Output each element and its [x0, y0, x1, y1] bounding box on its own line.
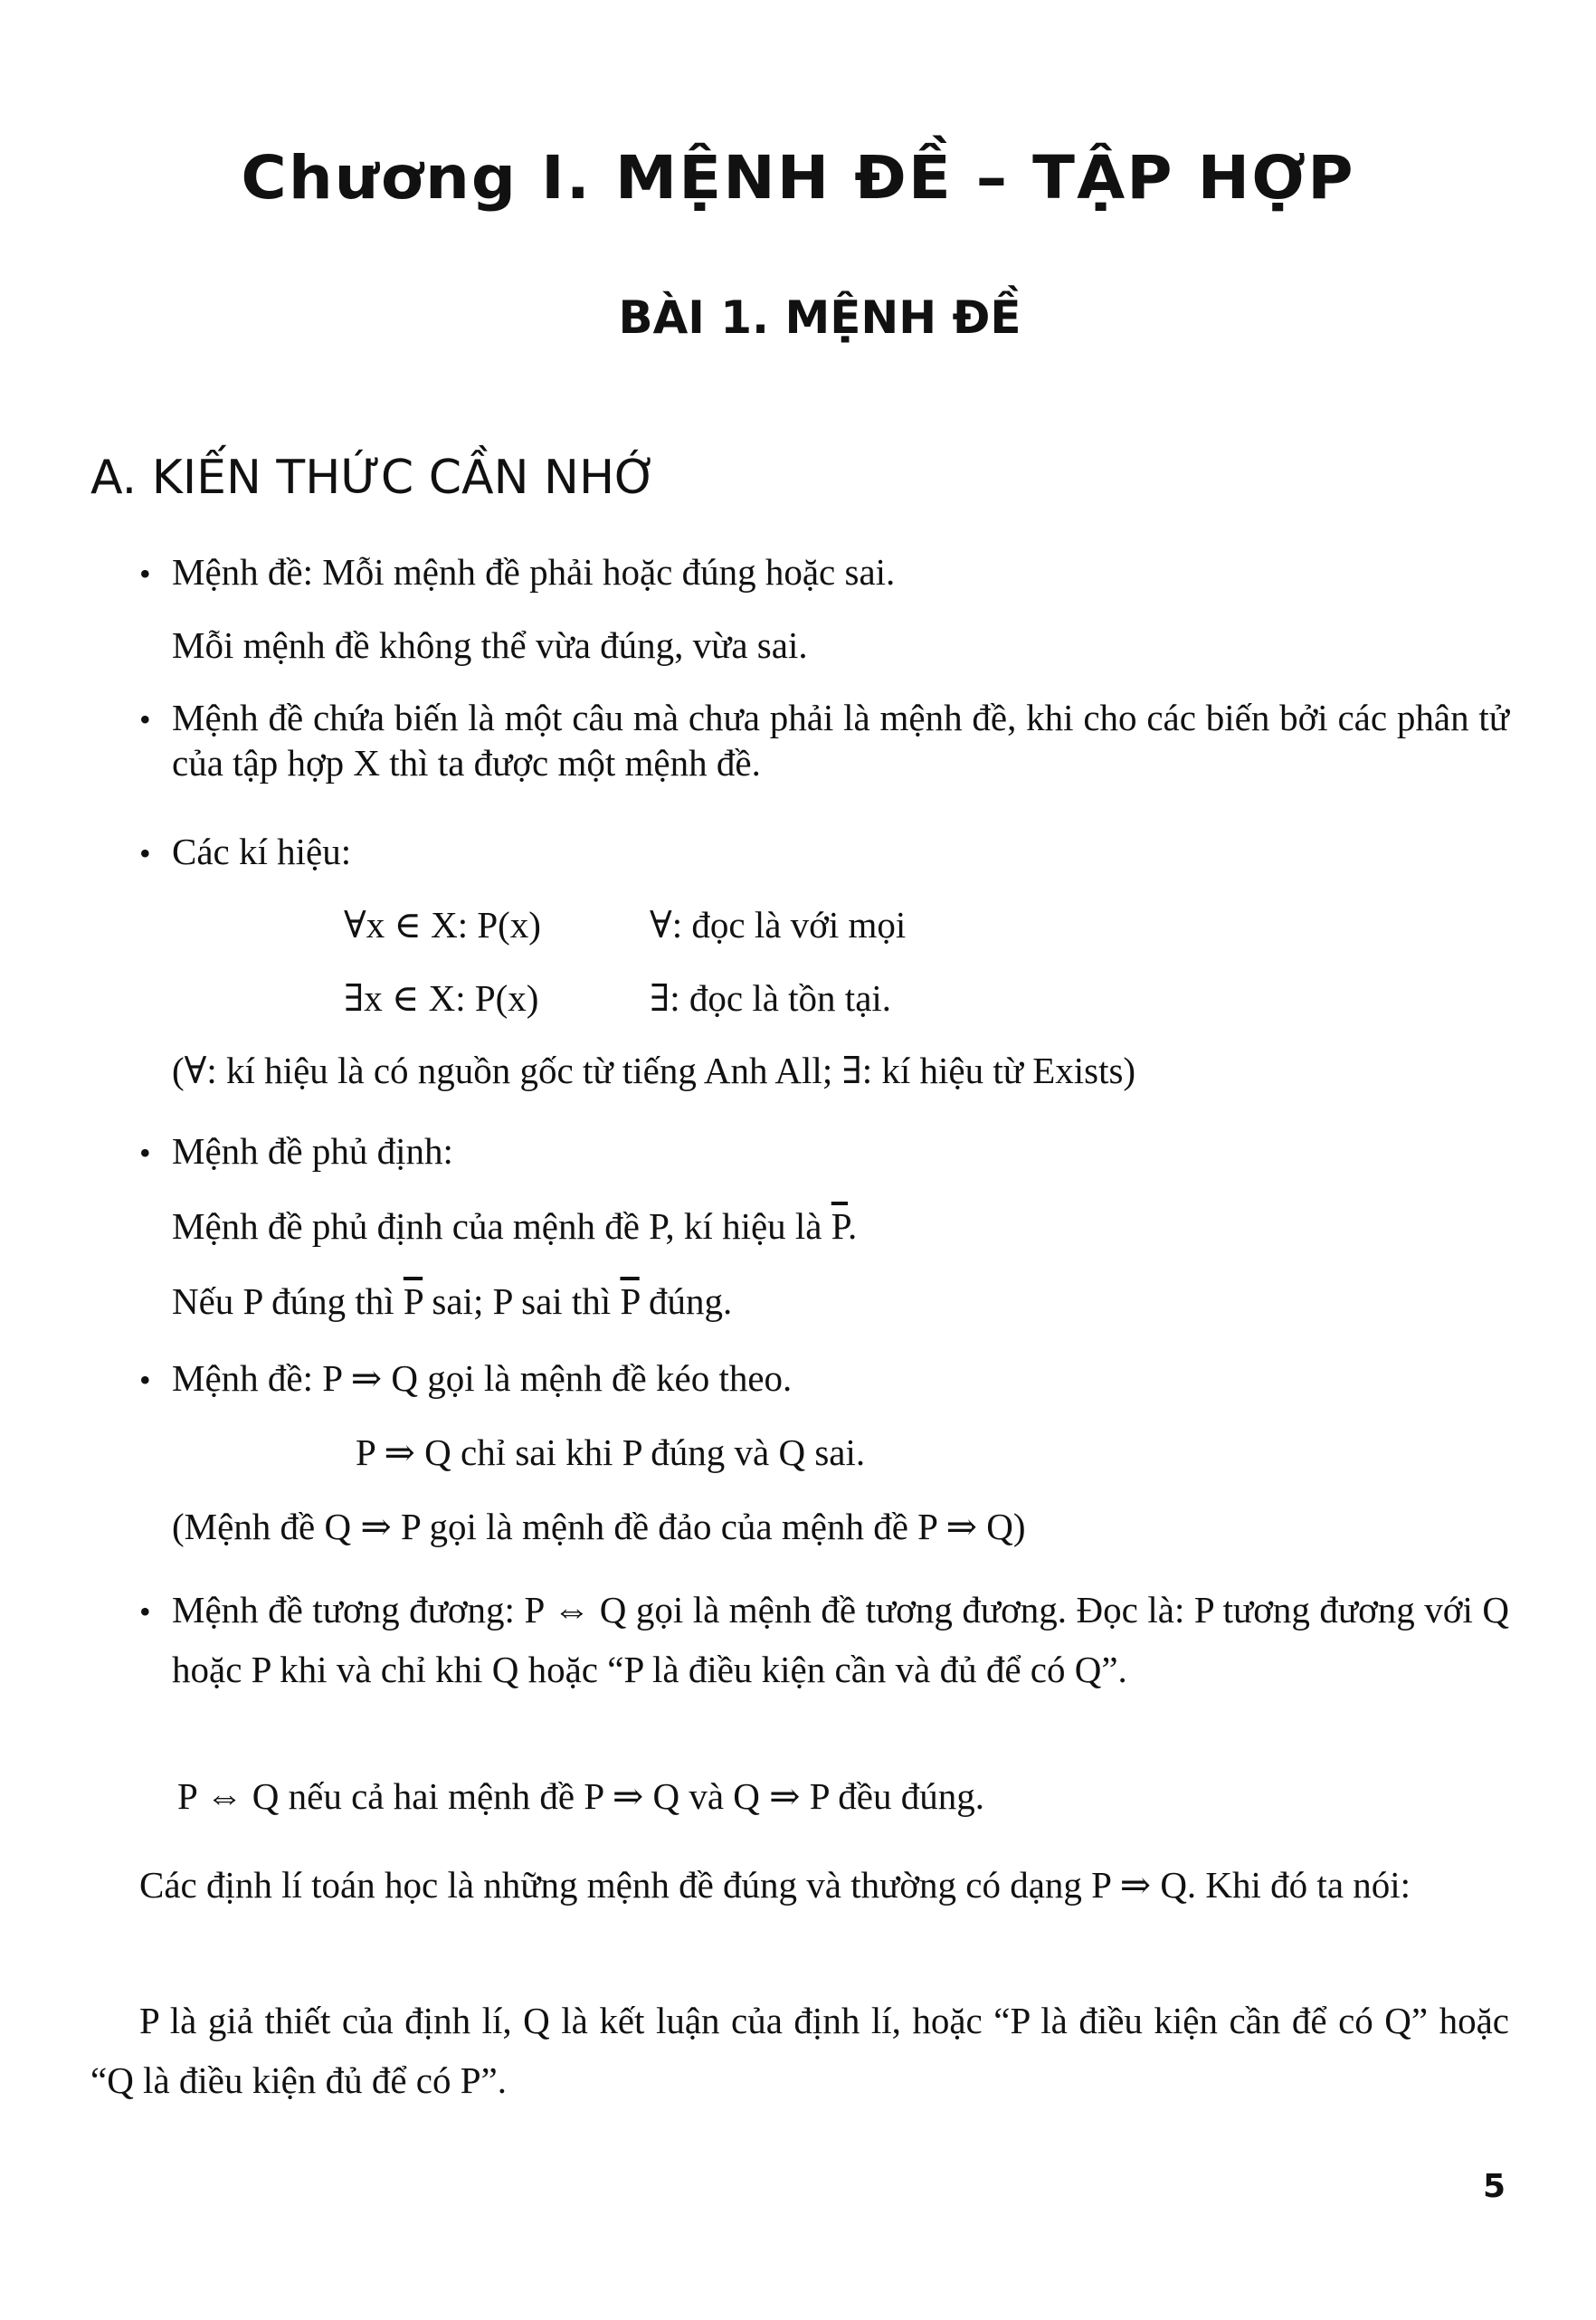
p-bar-symbol: $\overline{P}$	[620, 1280, 640, 1322]
negation-rule	[172, 1279, 732, 1324]
bullet-open-proposition: • Mệnh đề chứa biến là một câu mà chưa phải là mệnh đề, khi cho các biến bởi các phân tử của tập hợp X thì ta được một mệnh đề.	[172, 695, 1509, 785]
negation-definition	[172, 1203, 857, 1249]
symbol-forall-desc: ∀: đọc là với mọi	[650, 904, 907, 946]
bullet-implication: • Mệnh đề: P ⇒ Q gọi là mệnh đề kéo theo.	[172, 1355, 792, 1401]
symbol-exists-desc: ∃: đọc là tồn tại.	[650, 977, 892, 1019]
negation-rule-a: Nếu P đúng thì	[172, 1280, 404, 1322]
chapter-title: Chương I. MỆNH ĐỀ – TẬP HỢP	[241, 143, 1355, 213]
symbol-forall-expr: ∀x ∈ X: P(x)	[344, 904, 541, 946]
symbol-exists-expr: ∃x ∈ X: P(x)	[344, 977, 539, 1019]
negation-definition-text: Mệnh đề phủ định của mệnh đề P, kí hiệu là	[172, 1205, 831, 1247]
p-bar-symbol: $\overline{P}$	[831, 1205, 849, 1247]
implication-converse: (Mệnh đề Q ⇒ P gọi là mệnh đề đảo của mệnh đề P ⇒ Q)	[172, 1506, 1026, 1547]
negation-rule-c: đúng.	[639, 1280, 733, 1322]
theorem-conditions-paragraph: P là giả thiết của định lí, Q là kết luận của định lí, hoặc “P là điều kiện cần để có Q” hoặc “Q là điều kiện đủ để có P”.	[90, 2000, 1509, 2101]
bullet-negation: • Mệnh đề phủ định:	[172, 1128, 453, 1174]
bullet-equivalence: • Mệnh đề tương đương: P ⇔ Q gọi là mệnh đề tương đương. Đọc là: P tương đương với Q hoặc P khi và chỉ khi Q hoặc “P là điều kiện cần và đủ để có Q”.	[172, 1580, 1509, 1699]
lesson-title: BÀI 1. MỆNH ĐỀ	[618, 291, 1021, 344]
negation-rule-b: sai; P sai thì	[423, 1280, 621, 1322]
implication-rule: P ⇒ Q chỉ sai khi P đúng và Q sai.	[356, 1431, 866, 1473]
negation-definition-end: .	[848, 1205, 858, 1247]
p-bar-symbol: $\overline{P}$	[403, 1280, 423, 1322]
equivalence-rule: P ⇔ Q nếu cả hai mệnh đề P ⇒ Q và Q ⇒ P đều đúng.	[177, 1775, 984, 1817]
bullet-proposition-line2: Mỗi mệnh đề không thể vừa đúng, vừa sai.	[172, 624, 808, 666]
symbols-note: (∀: kí hiệu là có nguồn gốc từ tiếng Anh All; ∃: kí hiệu từ Exists)	[172, 1050, 1136, 1091]
section-title: A. KIẾN THỨC CẦN NHỚ	[90, 451, 658, 505]
theorem-paragraph: Các định lí toán học là những mệnh đề đúng và thường có dạng P ⇒ Q. Khi đó ta nói:	[139, 1864, 1411, 1906]
bullet-symbols: • Các kí hiệu:	[172, 829, 351, 874]
page-number: 5	[1482, 2168, 1506, 2205]
bullet-proposition: • Mệnh đề: Mỗi mệnh đề phải hoặc đúng hoặc sai.	[172, 549, 895, 594]
